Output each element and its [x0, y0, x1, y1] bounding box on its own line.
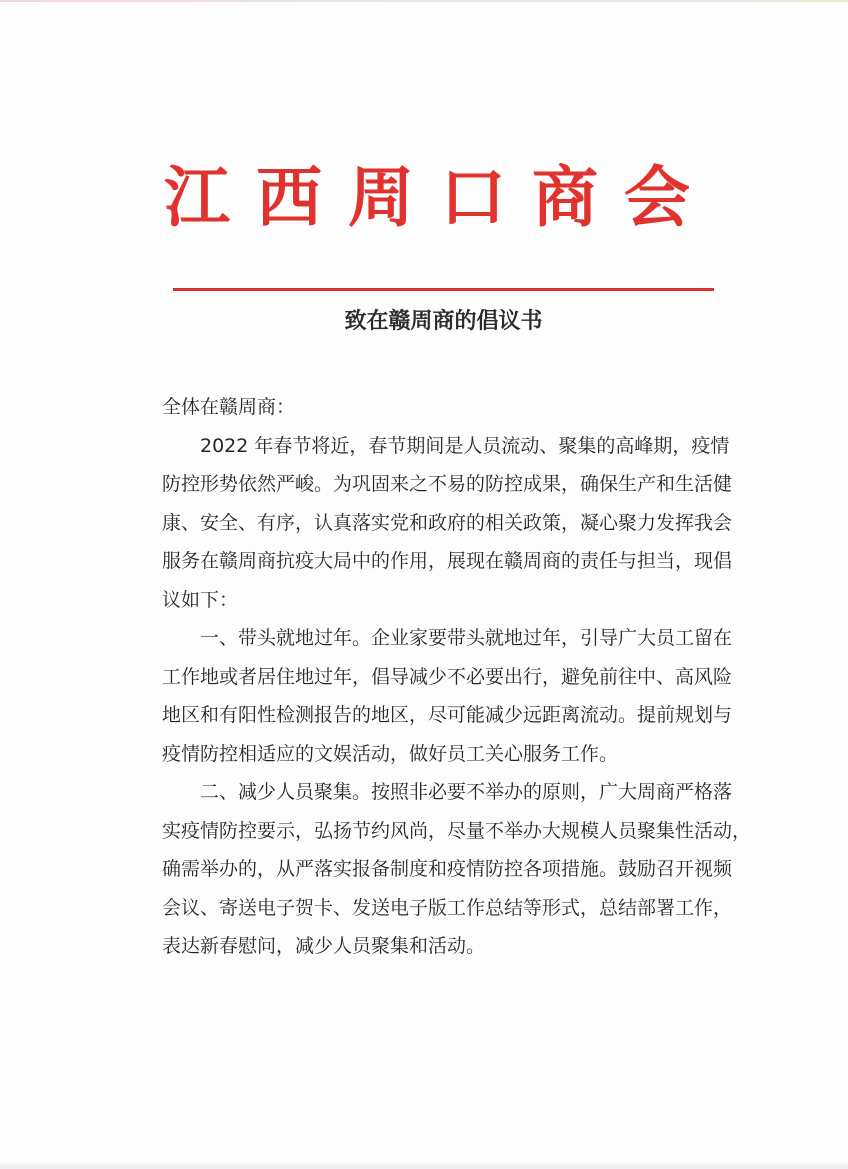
paragraph-line: 工作地或者居住地过年，倡导减少不必要出行，避免前往中、高风险 [162, 665, 733, 688]
paragraph-line: 地区和有阳性检测报告的地区，尽可能减少远距离流动。提前规划与 [162, 704, 733, 726]
paragraph-line: 实疫情防控要示，弘扬节约风尚，尽量不举办大规模人员聚集性活动， [162, 819, 752, 842]
paragraph-line: 2022 年春节将近，春节期间是人员流动、聚集的高峰期，疫情 [200, 434, 730, 457]
letterhead-divider [173, 288, 714, 291]
scan-top-edge [0, 0, 848, 2]
paragraph-line: 康、安全、有序，认真落实党和政府的相关政策，凝心聚力发挥我会 [162, 511, 733, 534]
greeting-line: 全体在赣周商： [162, 396, 296, 418]
document-body [162, 388, 752, 966]
paragraph-item-1 [162, 619, 733, 773]
paragraph-line: 确需举办的，从严落实报备制度和疫情防控各项措施。鼓励召开视频 [162, 858, 733, 880]
organization-letterhead: 江西周口商会 [164, 159, 716, 236]
paragraph-line: 表达新春慰问，减少人员聚集和活动。 [162, 935, 486, 957]
paragraph-line: 二、减少人员聚集。按照非必要不举办的原则，广大周商严格落 [200, 781, 733, 803]
scan-bottom-edge [0, 1163, 848, 1169]
paragraph-line: 一、带头就地过年。企业家要带头就地过年，引导广大员工留在 [200, 627, 733, 649]
paragraph-line: 防控形势依然严峻。为巩固来之不易的防控成果，确保生产和生活健 [162, 473, 733, 495]
paragraph-item-2 [162, 773, 752, 966]
paragraph-intro [162, 427, 733, 620]
paragraph-line: 会议、寄送电子贺卡、发送电子版工作总结等形式，总结部署工作， [162, 896, 733, 919]
paragraph-line: 疫情防控相适应的文娱活动，做好员工关心服务工作。 [162, 742, 619, 765]
paragraph-line: 服务在赣周商抗疫大局中的作用，展现在赣周商的责任与担当，现倡 [162, 550, 733, 572]
document-title: 致在赣周商的倡议书 [344, 309, 543, 334]
paragraph-line: 议如下： [162, 588, 239, 611]
